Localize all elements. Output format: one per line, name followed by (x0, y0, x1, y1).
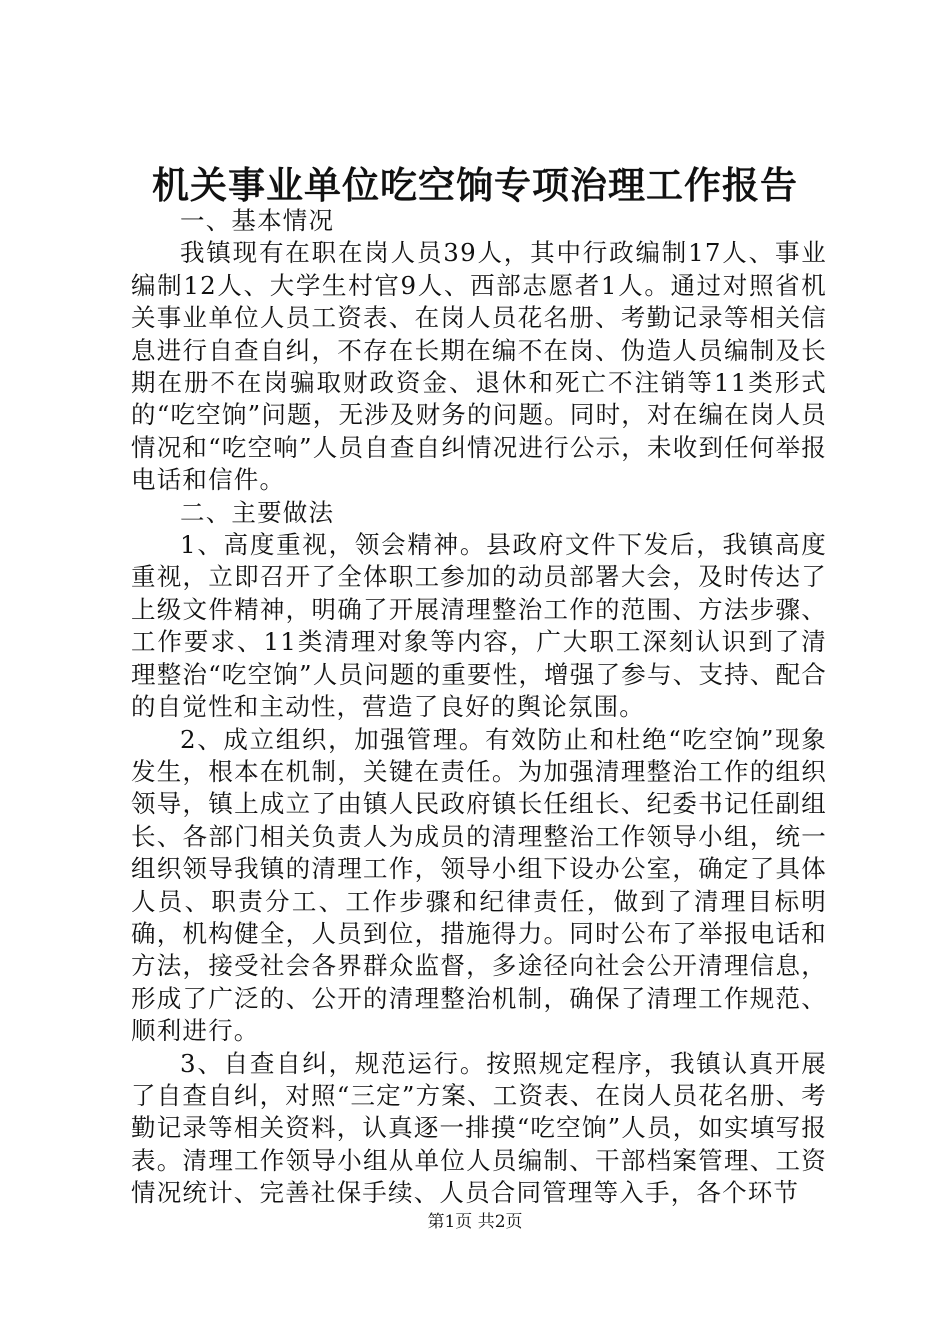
document-title: 机关事业单位吃空饷专项治理工作报告 (152, 163, 798, 207)
page-footer: 第1页 共2页 (427, 1212, 523, 1232)
section-heading-basic: 一、基本情况 (180, 206, 335, 235)
section-heading-practices: 二、主要做法 (180, 497, 335, 527)
paragraph-practice-2: 2、成立组织，加强管理。有效防止和杜绝“吃空饷”现象发生，根本在机制，关键在责任。为加强清理整治工作的组织领导，镇上成立了由镇人民政府镇长任组长、纪委书记任副组长、各部门相关负责人为成员的清理整治工作领导小组，统一组织领导我镇的清理工作，领导小组下设办公室，确定了具体人员、职责分工、工作步骤和纪律责任，做到了清理目标明确，机构健全，人员到位，措施得力。同时公布了举报电话和方法，接受社会各界群众监督，多途径向社会公开清理信息，形成了广泛的、公开的清理整治机制，确保了清理工作规范、顺利进行。 (131, 724, 827, 1046)
paragraph-basic-situation: 我镇现有在职在岗人员39人，其中行政编制17人、事业编制12人、大学生村官9人、西部志愿者1人。通过对照省机关事业单位人员工资表、在岗人员花名册、考勤记录等相关信息进行自查自纠，不存在长期在编不在岗、伪造人员编制及长期在册不在岗骗取财政资金、退休和死亡不注销等11类形式的“吃空饷”问题，无涉及财务的问题。同时，对在编在岗人员情况和“吃空响”人员自查自纠情况进行公示，未收到任何举报电话和信件。 (131, 238, 827, 495)
paragraph-practice-3: 3、自查自纠，规范运行。按照规定程序，我镇认真开展了自查自纠，对照“三定”方案、工资表、在岗人员花名册、考勤记录等相关资料，认真逐一排摸“吃空饷”人员，如实填写报表。清理工作领导小组从单位人员编制、干部档案管理、工资情况统计、完善社保手续、人员合同管理等入手，各个环节 (131, 1048, 827, 1208)
document-body (131, 205, 827, 1210)
paragraph-practice-1: 1、高度重视，领会精神。县政府文件下发后，我镇高度重视，立即召开了全体职工参加的动员部署大会，及时传达了上级文件精神，明确了开展清理整治工作的范围、方法步骤、工作要求、11类清理对象等内容，广大职工深刻认识到了清理整治“吃空饷”人员问题的重要性，增强了参与、支持、配合的自觉性和主动性，营造了良好的舆论氛围。 (131, 530, 827, 722)
